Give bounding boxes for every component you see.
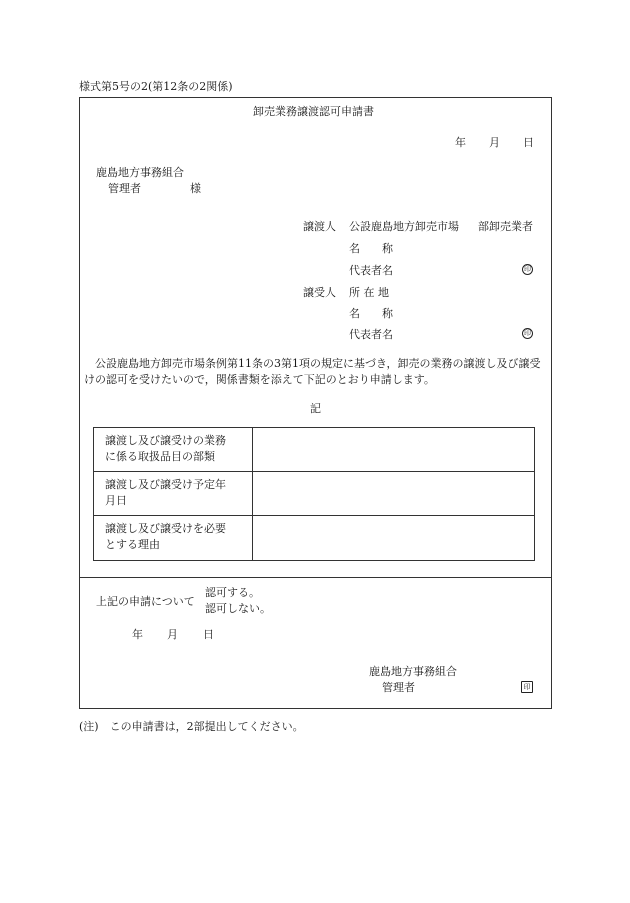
table-row [94, 516, 534, 560]
transferor-label: 譲渡人 [303, 220, 336, 233]
table-label: 譲渡し及び譲受けの業務 に係る取扱品目の部類 [105, 434, 226, 463]
footnote: (注) この申請書は，2部提出してください。 [79, 720, 304, 733]
decision-date-month: 月 [167, 628, 178, 641]
transferor-dept: 部卸売業者 [478, 220, 533, 233]
transferee-addr-label: 所 在 地 [349, 286, 389, 299]
form-reference: 様式第5号の2(第12条の2関係) [79, 80, 233, 93]
transferor-seal-icon: 印 [524, 265, 531, 273]
date-month: 月 [489, 136, 500, 149]
addressee-org: 鹿島地方事務組合 [96, 166, 184, 179]
decision-seal-icon: 印 [521, 681, 533, 693]
decision-date-year: 年 [132, 628, 143, 641]
section-divider [79, 577, 552, 578]
ki-heading: 記 [310, 402, 321, 415]
table-row [94, 428, 534, 472]
decision-approve: 認可する。 [205, 586, 260, 599]
decision-org: 鹿島地方事務組合 [369, 665, 457, 678]
transferor-name-label: 名 称 [349, 242, 393, 255]
transferee-rep-label: 代表者名 [349, 328, 393, 341]
transferee-name-label: 名 称 [349, 307, 393, 320]
table-row [94, 472, 534, 516]
decision-date-day: 日 [203, 628, 214, 641]
decision-role: 管理者 [382, 681, 415, 694]
form-title: 卸売業務譲渡認可申請書 [253, 105, 374, 118]
addressee-role: 管理者 [108, 182, 141, 195]
transferor-market: 公設鹿島地方卸売市場 [349, 220, 459, 233]
date-year: 年 [455, 136, 466, 149]
decision-deny: 認可しない。 [205, 602, 271, 615]
decision-lead: 上記の申請について [96, 595, 195, 608]
table-label-cell [94, 472, 253, 515]
transferor-rep-label: 代表者名 [349, 264, 393, 277]
table-label: 譲渡し及び譲受けを必要 とする理由 [105, 522, 226, 551]
transferee-label: 譲受人 [303, 286, 336, 299]
table-label: 譲渡し及び譲受け予定年 月日 [105, 478, 226, 507]
body-text: 公設鹿島地方卸売市場条例第11条の3第1項の規定に基づき，卸売の業務の譲渡し及び譲受けの認可を受けたいので，関係書類を添えて下記のとおり申請します。 [84, 357, 541, 386]
table-label-cell [94, 428, 253, 471]
details-table [93, 427, 535, 561]
addressee-honorific: 様 [190, 182, 201, 195]
table-label-cell [94, 516, 253, 560]
transferee-seal-icon: 印 [524, 329, 531, 337]
date-day: 日 [523, 136, 534, 149]
